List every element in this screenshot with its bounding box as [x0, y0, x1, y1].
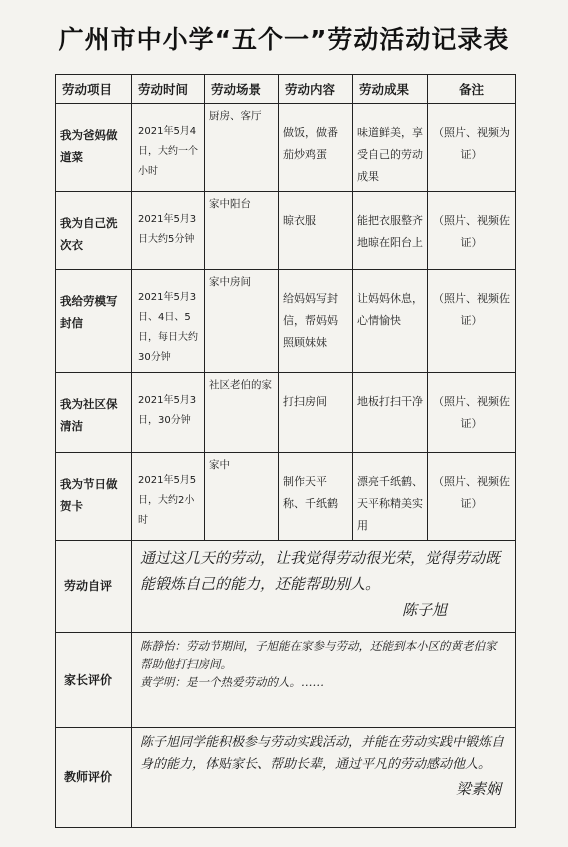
project-cell: 我为自己洗次衣	[56, 192, 132, 270]
remark-cell: （照片、视频为证）	[428, 104, 516, 192]
result-cell: 能把衣服整齐地晾在阳台上	[353, 192, 428, 270]
remark-cell: （照片、视频佐证）	[428, 192, 516, 270]
remark-cell: （照片、视频佐证）	[428, 373, 516, 453]
teacher-evaluation-row	[56, 728, 516, 828]
remark-cell: （照片、视频佐证）	[428, 453, 516, 541]
time-cell: 2021年5月5日，大约2小时	[132, 453, 205, 541]
scene-cell: 社区老伯的家	[205, 373, 279, 453]
table-row	[56, 453, 516, 541]
teacher-evaluation-signature: 梁素娴	[455, 780, 501, 798]
header-result: 劳动成果	[353, 75, 428, 104]
result-cell: 漂亮千纸鹤、天平称精美实用	[353, 453, 428, 541]
header-row	[56, 75, 516, 104]
self-evaluation-label: 劳动自评	[56, 541, 132, 633]
content-cell: 晾衣服	[279, 192, 353, 270]
header-project: 劳动项目	[56, 75, 132, 104]
content-cell: 制作天平称、千纸鹤	[279, 453, 353, 541]
teacher-evaluation-text: 陈子旭同学能积极参与劳动实践活动，并能在劳动实践中锻炼自身的能力，体贴家长、帮助长辈，通过平凡的劳动感动他人。	[140, 735, 505, 772]
result-cell: 味道鲜美，享受自己的劳动成果	[353, 104, 428, 192]
project-cell: 我为社区保清洁	[56, 373, 132, 453]
time-cell: 2021年5月4日，大约一个小时	[132, 104, 205, 192]
teacher-evaluation-label: 教师评价	[56, 728, 132, 828]
scene-cell: 家中阳台	[205, 192, 279, 270]
header-time: 劳动时间	[132, 75, 205, 104]
self-evaluation-row	[56, 541, 516, 633]
parent-evaluation-text-2: 黄学明：是一个热爱劳动的人。……	[140, 675, 324, 689]
teacher-evaluation-cell	[132, 728, 516, 828]
table-row	[56, 270, 516, 373]
header-scene: 劳动场景	[205, 75, 279, 104]
result-cell: 让妈妈休息，心情愉快	[353, 270, 428, 373]
result-cell: 地板打扫干净	[353, 373, 428, 453]
self-evaluation-signature: 陈子旭	[401, 601, 447, 619]
content-cell: 给妈妈写封信，帮妈妈照顾妹妹	[279, 270, 353, 373]
scene-cell: 家中房间	[205, 270, 279, 373]
project-cell: 我为爸妈做道菜	[56, 104, 132, 192]
header-content: 劳动内容	[279, 75, 353, 104]
time-cell: 2021年5月3日、4日、5日，每日大约30分钟	[132, 270, 205, 373]
table-row	[56, 373, 516, 453]
page-title: 广州市中小学“五个一”劳动活动记录表	[58, 25, 510, 54]
parent-evaluation-cell	[132, 633, 516, 728]
project-cell: 我给劳模写封信	[56, 270, 132, 373]
project-cell: 我为节日做贺卡	[56, 453, 132, 541]
scene-cell: 家中	[205, 453, 279, 541]
time-cell: 2021年5月3日大约5分钟	[132, 192, 205, 270]
parent-evaluation-label: 家长评价	[56, 633, 132, 728]
parent-evaluation-row	[56, 633, 516, 728]
self-evaluation-cell	[132, 541, 516, 633]
parent-evaluation-text: 陈静怡：劳动节期间，子旭能在家参与劳动，还能到本小区的黄老伯家帮助他打扫房间。	[140, 639, 497, 671]
table-row	[56, 104, 516, 192]
time-cell: 2021年5月3日，30分钟	[132, 373, 205, 453]
scene-cell: 厨房、客厅	[205, 104, 279, 192]
content-cell: 打扫房间	[279, 373, 353, 453]
remark-cell: （照片、视频佐证）	[428, 270, 516, 373]
self-evaluation-text: 通过这几天的劳动，让我觉得劳动很光荣，觉得劳动既能锻炼自己的能力，还能帮助别人。	[140, 549, 501, 593]
record-table	[55, 74, 516, 828]
table-row	[56, 192, 516, 270]
header-remark: 备注	[428, 75, 516, 104]
content-cell: 做饭，做番茄炒鸡蛋	[279, 104, 353, 192]
